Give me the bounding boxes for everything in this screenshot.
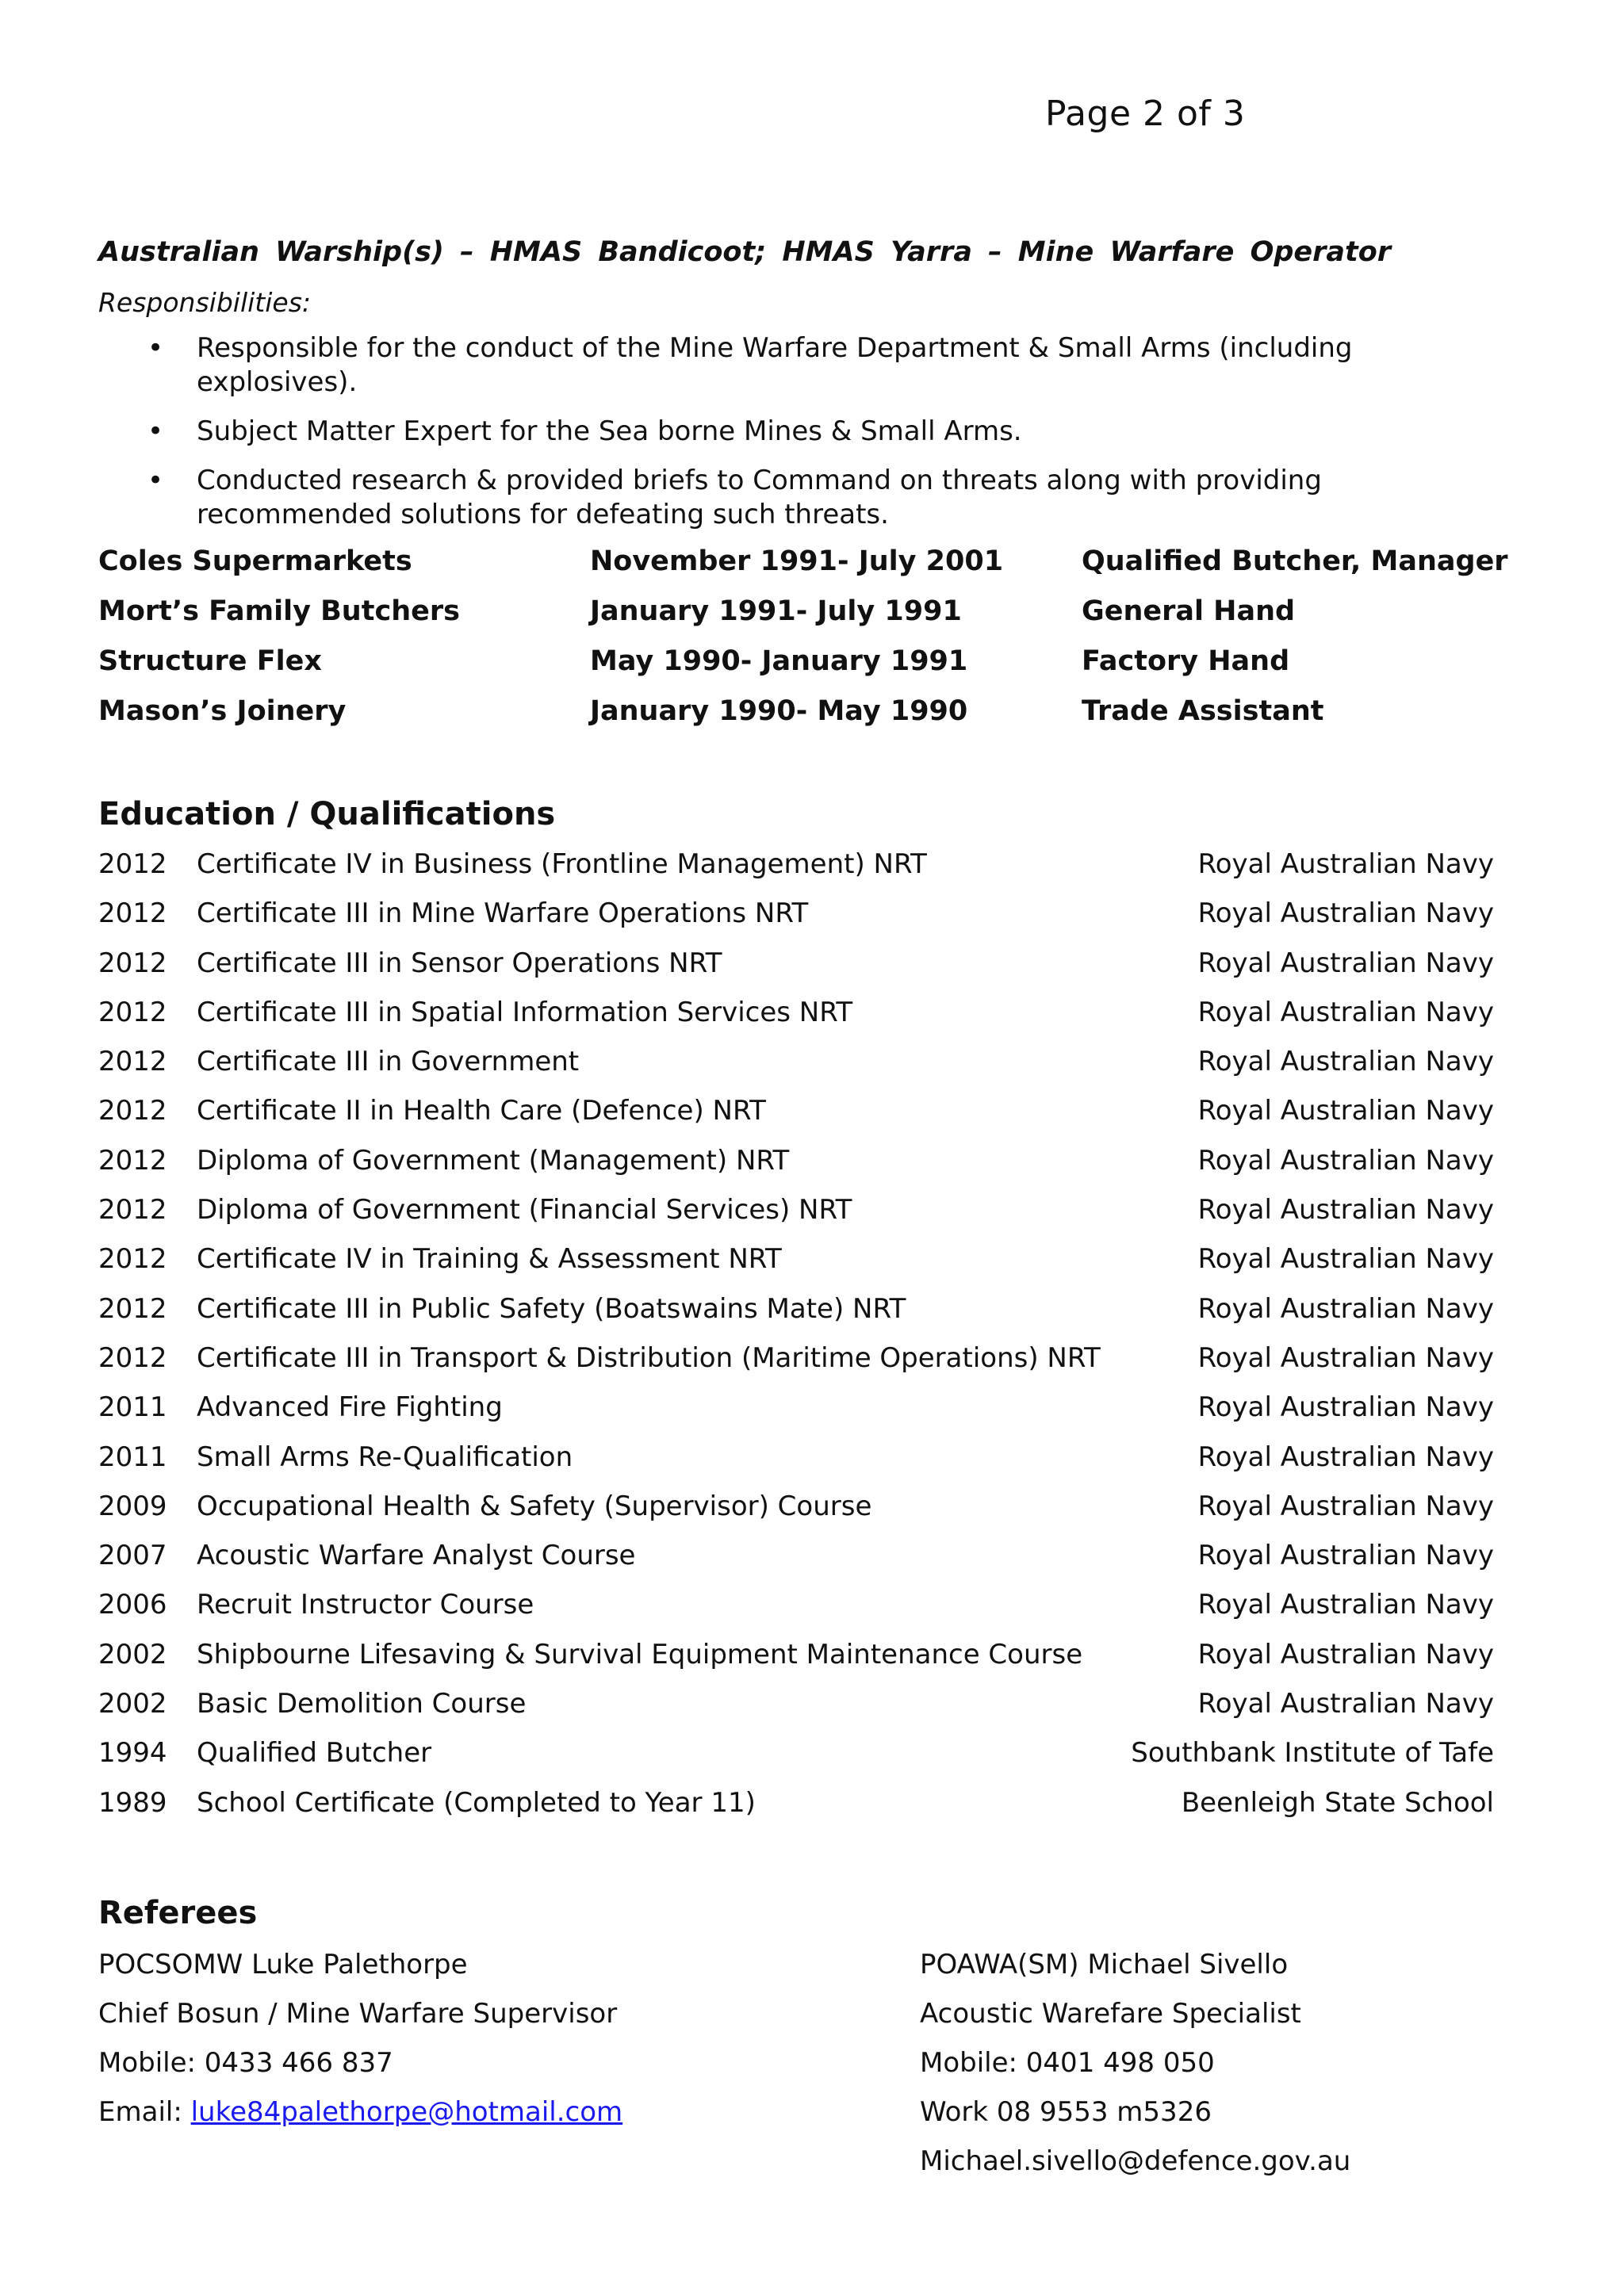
education-institution: Royal Australian Navy xyxy=(1197,1638,1494,1670)
education-row xyxy=(98,947,1494,997)
education-title: Recruit Instructor Course xyxy=(197,1589,534,1621)
education-title: Certificate III in Sensor Operations NRT xyxy=(197,947,722,979)
education-institution: Royal Australian Navy xyxy=(1197,1688,1494,1720)
job-dates: January 1991- July 1991 xyxy=(590,595,962,627)
referee-mobile: Mobile: 0401 498 050 xyxy=(920,2047,1215,2079)
education-year: 2006 xyxy=(98,1589,167,1621)
education-institution: Royal Australian Navy xyxy=(1197,1490,1494,1522)
education-institution: Royal Australian Navy xyxy=(1197,1589,1494,1621)
job-dates: January 1990- May 1990 xyxy=(590,695,968,727)
referees-heading: Referees xyxy=(98,1895,258,1931)
job-employer: Coles Supermarkets xyxy=(98,545,412,577)
education-heading: Education / Qualifications xyxy=(98,796,556,832)
education-institution: Royal Australian Navy xyxy=(1197,1046,1494,1078)
responsibility-item: • Subject Matter Expert for the Sea borne Mines & Small Arms. xyxy=(98,415,1415,449)
job-employer: Structure Flex xyxy=(98,645,322,677)
education-row xyxy=(98,1342,1494,1391)
education-year: 2012 xyxy=(98,1095,167,1127)
education-year: 2012 xyxy=(98,1292,167,1325)
education-year: 2012 xyxy=(98,1243,167,1276)
education-title: Certificate II in Health Care (Defence) NRT xyxy=(197,1095,766,1127)
education-year: 1989 xyxy=(98,1786,167,1819)
education-title: Basic Demolition Course xyxy=(197,1688,527,1720)
education-row xyxy=(98,1194,1494,1243)
education-row xyxy=(98,1243,1494,1292)
education-title: Shipbourne Lifesaving & Survival Equipment Maintenance Course xyxy=(197,1638,1083,1670)
education-institution: Royal Australian Navy xyxy=(1197,1540,1494,1572)
education-title: School Certificate (Completed to Year 11) xyxy=(197,1786,756,1819)
education-row xyxy=(98,1787,1494,1836)
job-role: Qualified Butcher, Manager xyxy=(1082,545,1508,577)
education-year: 2002 xyxy=(98,1638,167,1670)
education-row xyxy=(98,897,1494,947)
education-institution: Royal Australian Navy xyxy=(1197,996,1494,1028)
education-row xyxy=(98,1095,1494,1144)
education-year: 2012 xyxy=(98,947,167,979)
education-title: Certificate IV in Business (Frontline Management) NRT xyxy=(197,848,927,880)
education-row xyxy=(98,997,1494,1046)
education-year: 2012 xyxy=(98,1341,167,1374)
education-title: Diploma of Government (Management) NRT xyxy=(197,1144,790,1177)
education-title: Advanced Fire Fighting xyxy=(197,1391,503,1424)
warship-role-heading: Australian Warship(s) – HMAS Bandicoot; HMAS Yarra – Mine Warfare Operator xyxy=(98,236,1392,268)
job-row xyxy=(98,645,1557,695)
education-institution: Royal Australian Navy xyxy=(1197,1292,1494,1325)
education-row xyxy=(98,1145,1494,1194)
education-title: Small Arms Re-Qualification xyxy=(197,1441,573,1473)
education-row xyxy=(98,1737,1494,1786)
education-institution: Royal Australian Navy xyxy=(1197,848,1494,880)
education-institution: Royal Australian Navy xyxy=(1197,1441,1494,1473)
job-row xyxy=(98,695,1557,745)
responsibilities-list xyxy=(98,331,1415,547)
job-row xyxy=(98,595,1557,645)
education-row xyxy=(98,1589,1494,1638)
education-institution: Royal Australian Navy xyxy=(1197,1095,1494,1127)
referee-name: POAWA(SM) Michael Sivello xyxy=(920,1949,1289,1980)
education-institution: Royal Australian Navy xyxy=(1197,1391,1494,1424)
education-institution: Royal Australian Navy xyxy=(1197,1144,1494,1177)
education-year: 2012 xyxy=(98,897,167,930)
education-institution: Royal Australian Navy xyxy=(1197,947,1494,979)
education-row xyxy=(98,1540,1494,1589)
education-institution: Royal Australian Navy xyxy=(1197,1341,1494,1374)
education-title: Certificate III in Transport & Distribution (Maritime Operations) NRT xyxy=(197,1341,1101,1374)
education-title: Qualified Butcher xyxy=(197,1737,432,1770)
education-year: 2011 xyxy=(98,1391,167,1424)
referee-position: Acoustic Warefare Specialist xyxy=(920,1998,1301,2030)
referee-mobile: Mobile: 0433 466 837 xyxy=(98,2047,393,2079)
referee-email-label: Email: xyxy=(98,2096,182,2128)
education-year: 2007 xyxy=(98,1540,167,1572)
job-role: Trade Assistant xyxy=(1082,695,1324,727)
education-year: 2012 xyxy=(98,1144,167,1177)
education-year: 2012 xyxy=(98,1046,167,1078)
job-dates: November 1991- July 2001 xyxy=(590,545,1004,577)
education-list xyxy=(98,848,1494,1836)
education-title: Certificate IV in Training & Assessment NRT xyxy=(197,1243,782,1276)
education-title: Acoustic Warfare Analyst Course xyxy=(197,1540,636,1572)
education-institution: Royal Australian Navy xyxy=(1197,1194,1494,1226)
referee-work-phone: Work 08 9553 m5326 xyxy=(920,2096,1212,2128)
education-year: 2011 xyxy=(98,1441,167,1473)
referee-email-line xyxy=(98,2096,622,2145)
education-row xyxy=(98,1490,1494,1540)
education-title: Certificate III in Government xyxy=(197,1046,580,1078)
referee-email: Michael.sivello@defence.gov.au xyxy=(920,2145,1351,2177)
education-row xyxy=(98,1441,1494,1490)
education-year: 2012 xyxy=(98,996,167,1028)
responsibilities-label: Responsibilities: xyxy=(98,287,312,318)
education-institution: Beenleigh State School xyxy=(1181,1786,1494,1819)
referee-name: POCSOMW Luke Palethorpe xyxy=(98,1949,468,1980)
education-title: Certificate III in Spatial Information Services NRT xyxy=(197,996,853,1028)
job-dates: May 1990- January 1991 xyxy=(590,645,968,677)
employment-list xyxy=(98,545,1557,745)
education-institution: Southbank Institute of Tafe xyxy=(1131,1737,1494,1770)
education-title: Diploma of Government (Financial Services) NRT xyxy=(197,1194,852,1226)
education-row xyxy=(98,1688,1494,1737)
education-row xyxy=(98,848,1494,897)
job-row xyxy=(98,545,1557,595)
referee-position: Chief Bosun / Mine Warfare Supervisor xyxy=(98,1998,618,2030)
education-year: 1994 xyxy=(98,1737,167,1770)
education-row xyxy=(98,1639,1494,1688)
education-row xyxy=(98,1293,1494,1342)
education-year: 2009 xyxy=(98,1490,167,1522)
education-institution: Royal Australian Navy xyxy=(1197,1243,1494,1276)
education-title: Certificate III in Public Safety (Boatswains Mate) NRT xyxy=(197,1292,906,1325)
education-title: Certificate III in Mine Warfare Operations NRT xyxy=(197,897,809,930)
responsibility-item: • Responsible for the conduct of the Mine Warfare Department & Small Arms (including explosives). xyxy=(98,331,1415,400)
job-role: Factory Hand xyxy=(1082,645,1290,677)
job-employer: Mason’s Joinery xyxy=(98,695,347,727)
page-number: Page 2 of 3 xyxy=(1045,94,1246,134)
education-year: 2002 xyxy=(98,1688,167,1720)
education-institution: Royal Australian Navy xyxy=(1197,897,1494,930)
education-title: Occupational Health & Safety (Supervisor) Course xyxy=(197,1490,872,1522)
job-employer: Mort’s Family Butchers xyxy=(98,595,460,627)
education-year: 2012 xyxy=(98,848,167,880)
education-year: 2012 xyxy=(98,1194,167,1226)
job-role: General Hand xyxy=(1082,595,1296,627)
education-row xyxy=(98,1391,1494,1441)
referee-right xyxy=(920,1949,1350,2195)
referee-left xyxy=(98,1949,622,2145)
referee-email-link[interactable]: luke84palethorpe@hotmail.com xyxy=(190,2096,623,2128)
responsibility-item: • Conducted research & provided briefs to Command on threats along with providing recommended solutions for defeating such threats. xyxy=(98,464,1415,532)
education-row xyxy=(98,1046,1494,1095)
